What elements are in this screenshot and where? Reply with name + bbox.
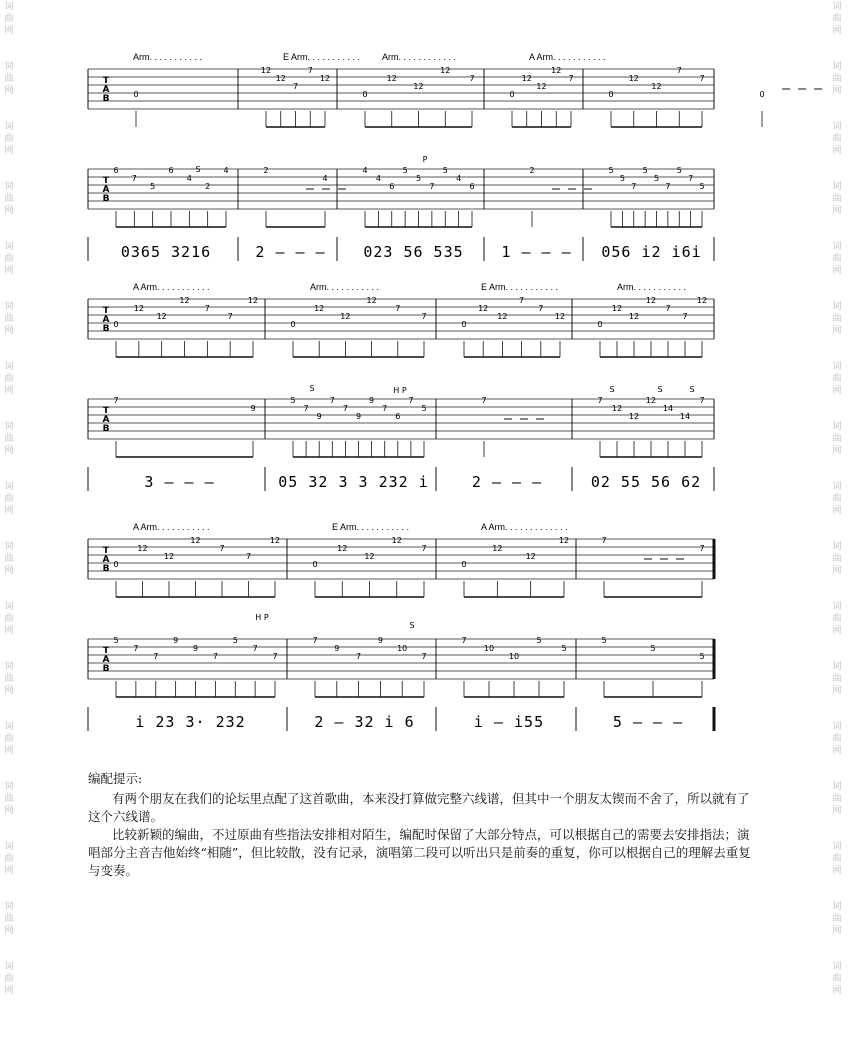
watermark-char: 网 [832, 146, 842, 156]
watermark-char: 曲 [4, 974, 14, 984]
technique-mark: H P [255, 613, 269, 622]
fret-number: 6 [168, 166, 174, 175]
chord-label: Arm. . . . . . . . . . . [617, 282, 687, 292]
fret-number: 9 [377, 636, 383, 645]
watermark-char: 曲 [832, 374, 842, 384]
fret-number: 12 [340, 312, 351, 321]
fret-number: 5 [650, 644, 656, 653]
watermark-char: 曲 [832, 194, 842, 204]
watermark-char: 网 [832, 266, 842, 276]
technique-mark: H P [393, 386, 407, 395]
watermark-char: 词 [832, 122, 842, 132]
fret-number: 5 [150, 182, 156, 191]
fret-number: 12 [497, 312, 508, 321]
watermark-char: 词 [832, 362, 842, 372]
fret-number: 7 [113, 396, 119, 405]
watermark-char: 网 [4, 446, 14, 456]
watermark-char: 网 [832, 926, 842, 936]
fret-number: 7 [481, 396, 487, 405]
chord-label: Arm. . . . . . . . . . . . [382, 52, 457, 62]
fret-number: 12 [260, 66, 272, 75]
watermark-char: 词 [832, 302, 842, 312]
fret-number: 7 [601, 536, 607, 545]
watermark-char: 网 [832, 26, 842, 36]
fret-number: 0 [133, 90, 139, 99]
fret-number: 7 [421, 544, 427, 553]
tab-clef-letter: A [102, 655, 110, 665]
watermark-char: 曲 [832, 254, 842, 264]
fret-number: 7 [568, 74, 574, 83]
jianpu-measure: 02 55 56 62 [590, 473, 702, 491]
technique-mark: S [309, 384, 315, 393]
fret-number: 5 [699, 182, 705, 191]
fret-number: 12 [133, 304, 144, 313]
technique-mark: S [609, 385, 615, 394]
watermark-char: 曲 [4, 434, 14, 444]
watermark-char: 曲 [4, 254, 14, 264]
fret-number: 7 [597, 396, 603, 405]
fret-number: 7 [212, 652, 218, 661]
watermark-char: 词 [832, 482, 842, 492]
watermark-char: 网 [4, 746, 14, 756]
fret-number: 12 [645, 296, 657, 305]
watermark-char: 曲 [4, 914, 14, 924]
watermark-char: 曲 [4, 794, 14, 804]
watermark-char: 网 [4, 326, 14, 336]
fret-number: 4 [375, 174, 381, 183]
fret-number: 7 [382, 404, 388, 413]
chord-label: Arm. . . . . . . . . . . [133, 52, 203, 62]
fret-number: 7 [631, 182, 637, 191]
fret-number: 12 [628, 312, 640, 321]
fret-number: 0 [113, 560, 119, 569]
tab-clef-letter: A [102, 315, 110, 325]
technique-mark: S [657, 385, 663, 394]
tab-clef-letter: A [102, 415, 110, 425]
fret-number: 6 [389, 182, 395, 191]
watermark-char: 曲 [4, 134, 14, 144]
fret-number: 4 [362, 166, 368, 175]
fret-number: 10 [508, 652, 520, 661]
watermark-char: 网 [4, 806, 14, 816]
chord-label: E Arm. . . . . . . . . . . [283, 52, 361, 62]
fret-number: 7 [699, 544, 705, 553]
watermark-char: 曲 [832, 494, 842, 504]
watermark-char: 网 [832, 626, 842, 636]
jianpu-measure: 056 i2 i6i [601, 243, 702, 261]
fret-number: 12 [536, 82, 547, 91]
fret-number: 12 [314, 304, 325, 313]
watermark-char: 网 [832, 386, 842, 396]
watermark-char: 词 [4, 362, 14, 372]
watermark-char: 词 [4, 842, 14, 852]
fret-number: 9 [192, 644, 199, 653]
watermark-char: 词 [832, 962, 842, 972]
fret-number: 5 [561, 644, 567, 653]
fret-number: 12 [391, 536, 402, 545]
fret-number: 5 [536, 636, 542, 645]
fret-number: 5 [699, 652, 705, 661]
fret-number: 5 [619, 174, 625, 183]
watermark-char: 曲 [832, 614, 842, 624]
watermark-char: 网 [4, 206, 14, 216]
fret-number: 12 [651, 82, 662, 91]
fret-number: 5 [290, 396, 296, 405]
jianpu-measure: 2 – – – [255, 243, 326, 261]
fret-number: 7 [131, 174, 137, 183]
watermark-char: 词 [4, 542, 14, 552]
watermark-char: 曲 [832, 434, 842, 444]
watermark-char: 词 [832, 242, 842, 252]
jianpu-measure: 3 – – – [144, 473, 215, 491]
fret-number: 7 [133, 644, 139, 653]
fret-number: 5 [653, 174, 660, 183]
watermark-char: 网 [4, 146, 14, 156]
fret-number: 12 [319, 74, 331, 83]
fret-number: 12 [492, 544, 503, 553]
fret-number: 5 [676, 166, 682, 175]
fret-number: 5 [642, 166, 648, 175]
fret-number: 7 [682, 312, 688, 321]
watermark-char: 曲 [832, 794, 842, 804]
fret-number: 0 [290, 320, 296, 329]
watermark-char: 曲 [832, 974, 842, 984]
fret-number: 7 [699, 396, 705, 405]
watermark-char: 词 [832, 722, 842, 732]
fret-number: 6 [113, 166, 119, 175]
watermark-char: 曲 [4, 554, 14, 564]
watermark-char: 网 [4, 506, 14, 516]
notes-title: 编配提示: [88, 771, 143, 786]
fret-number: 6 [469, 182, 475, 191]
watermark-char: 网 [832, 746, 842, 756]
chord-label: A Arm. . . . . . . . . . . [133, 282, 210, 292]
fret-number: 5 [601, 636, 607, 645]
fret-number: 12 [163, 552, 175, 561]
watermark-char: 曲 [832, 674, 842, 684]
fret-number: 12 [554, 312, 566, 321]
fret-number: 9 [355, 412, 362, 421]
chord-label: A Arm. . . . . . . . . . . [529, 52, 606, 62]
fret-number: 0 [113, 320, 119, 329]
watermark-char: 词 [832, 422, 842, 432]
fret-number: 7 [408, 396, 414, 405]
fret-number: 7 [519, 296, 525, 305]
watermark-char: 词 [4, 482, 14, 492]
fret-number: 12 [269, 536, 281, 545]
fret-number: 12 [611, 404, 623, 413]
fret-number: 7 [307, 66, 313, 75]
fret-number: 7 [421, 312, 427, 321]
watermark-char: 词 [832, 782, 842, 792]
watermark-char: 词 [4, 302, 14, 312]
tab-clef-letter: T [102, 176, 110, 186]
fret-number: 9 [173, 636, 179, 645]
jianpu-measure: 1 – – – [501, 243, 572, 261]
fret-number: 7 [227, 312, 233, 321]
watermark-char: 词 [4, 2, 14, 12]
fret-number: 7 [245, 552, 252, 561]
watermark-char: 曲 [4, 14, 14, 24]
watermark-char: 曲 [832, 314, 842, 324]
watermark-char: 网 [832, 806, 842, 816]
jianpu-measure: 5 – – – [612, 713, 684, 731]
tab-clef-letter: A [102, 185, 110, 195]
watermark-char: 词 [4, 422, 14, 432]
watermark-char: 网 [4, 686, 14, 696]
arrangement-notes [88, 770, 758, 880]
watermark-char: 网 [832, 206, 842, 216]
fret-number: 0 [312, 560, 318, 569]
fret-number: 5 [442, 166, 448, 175]
watermark-char: 网 [4, 386, 14, 396]
watermark-char: 词 [832, 602, 842, 612]
notes-paragraph-2: 比较新颖的编曲，不过原曲有些指法安排相对陌生，编配时保留了大部分特点，可以根据自己的需要去安排指法；演唱部分主音吉他始终“相随”，但比较散，没有记录，演唱第二段可以听出只是前奏的重复，你可以根据自己的理解去重复与变奏。 [88, 827, 751, 878]
fret-number: 4 [456, 174, 462, 183]
chord-label: E Arm. . . . . . . . . . . [332, 522, 410, 532]
fret-number: 12 [386, 74, 397, 83]
fret-number: 2 [263, 166, 269, 175]
fret-number: 5 [402, 166, 408, 175]
watermark-char: 曲 [832, 914, 842, 924]
chord-label: A Arm. . . . . . . . . . . . . [481, 522, 568, 532]
fret-number: 5 [415, 174, 422, 183]
technique-mark: P [422, 155, 428, 164]
fret-number: 12 [275, 74, 286, 83]
watermark-char: 曲 [832, 734, 842, 744]
tab-clef-letter: T [102, 76, 110, 86]
fret-number: 7 [665, 182, 671, 191]
fret-number: 6 [395, 412, 401, 421]
fret-number: 7 [469, 74, 475, 83]
jianpu-measure: i – i55 [473, 713, 545, 731]
fret-number: 12 [413, 82, 424, 91]
fret-number: 12 [366, 296, 377, 305]
watermark-char: 曲 [832, 554, 842, 564]
fret-number: 10 [397, 644, 408, 653]
fret-number: 5 [113, 636, 119, 645]
fret-number: 7 [356, 652, 362, 661]
jianpu-measure: 023 56 535 [363, 243, 464, 261]
tab-clef-letter: B [102, 94, 110, 104]
watermark-char: 网 [832, 866, 842, 876]
watermark-char: 曲 [4, 614, 14, 624]
fret-number: 0 [362, 90, 368, 99]
fret-number: 9 [250, 404, 256, 413]
jianpu-measure: 2 – 32 i 6 [314, 713, 415, 731]
fret-number: 7 [538, 304, 544, 313]
tab-clef-letter: T [102, 546, 110, 556]
notes-paragraph-1: 有两个朋友在我们的论坛里点配了这首歌曲，本来没打算做完整六线谱，但其中一个朋友太锲而不舍了，所以就有了这个六线谱。 [88, 791, 750, 824]
tab-clef-letter: T [102, 646, 110, 656]
watermark-char: 曲 [4, 854, 14, 864]
watermark-char: 词 [4, 242, 14, 252]
fret-number: 4 [223, 166, 229, 175]
watermark-char: 网 [4, 566, 14, 576]
tab-clef-letter: T [102, 306, 110, 316]
fret-number: 7 [204, 304, 210, 313]
watermark-char: 词 [4, 722, 14, 732]
fret-number: 0 [759, 90, 765, 99]
jianpu-measure: 0365 3216 [120, 243, 212, 261]
watermark-char: 曲 [4, 494, 14, 504]
watermark-char: 词 [832, 662, 842, 672]
tab-clef-letter: A [102, 555, 110, 565]
chord-label: A Arm. . . . . . . . . . . [133, 522, 210, 532]
watermark-char: 曲 [832, 14, 842, 24]
fret-number: 14 [679, 412, 691, 421]
technique-mark: S [689, 385, 695, 394]
fret-number: 12 [179, 296, 190, 305]
chord-label: Arm. . . . . . . . . . . [310, 282, 380, 292]
fret-number: 12 [611, 304, 623, 313]
tab-clef-letter: T [102, 406, 110, 416]
watermark-char: 曲 [832, 74, 842, 84]
fret-number: 0 [509, 90, 515, 99]
fret-number: 7 [395, 304, 401, 313]
fret-number: 7 [688, 174, 694, 183]
watermark-char: 网 [832, 506, 842, 516]
watermark-char: 曲 [4, 674, 14, 684]
watermark-char: 曲 [4, 74, 14, 84]
watermark-char: 网 [4, 626, 14, 636]
fret-number: 7 [665, 304, 671, 313]
tab-clef-letter: B [102, 664, 110, 674]
tab-clef-letter: B [102, 564, 110, 574]
fret-number: 7 [429, 182, 435, 191]
fret-number: 7 [342, 404, 348, 413]
watermark-char: 词 [4, 62, 14, 72]
fret-number: 7 [303, 404, 309, 413]
fret-number: 12 [628, 74, 639, 83]
fret-number: 2 [529, 166, 535, 175]
watermark-char: 曲 [4, 374, 14, 384]
fret-number: 0 [608, 90, 614, 99]
fret-number: 7 [312, 636, 318, 645]
fret-number: 9 [316, 412, 322, 421]
fret-number: 12 [137, 544, 148, 553]
fret-number: 7 [252, 644, 258, 653]
watermark-char: 词 [4, 962, 14, 972]
watermark-char: 曲 [832, 854, 842, 864]
fret-number: 12 [521, 74, 532, 83]
fret-number: 5 [421, 404, 427, 413]
watermark-char: 词 [832, 2, 842, 12]
tab-clef-letter: B [102, 324, 110, 334]
watermark-char: 网 [4, 26, 14, 36]
tab-clef-letter: B [102, 194, 110, 204]
watermark-char: 词 [832, 902, 842, 912]
watermark-char: 网 [4, 926, 14, 936]
fret-number: 0 [461, 560, 467, 569]
jianpu-measure: 2 – – – [471, 473, 543, 491]
fret-number: 7 [219, 544, 225, 553]
fret-number: 7 [292, 82, 299, 91]
fret-number: 0 [597, 320, 603, 329]
watermark-char: 词 [832, 842, 842, 852]
fret-number: 12 [190, 536, 201, 545]
watermark-char: 网 [832, 326, 842, 336]
watermark-char: 词 [832, 62, 842, 72]
fret-number: 12 [645, 396, 657, 405]
watermark-char: 网 [4, 86, 14, 96]
watermark-char: 曲 [4, 194, 14, 204]
fret-number: 5 [608, 166, 614, 175]
watermark-char: 网 [832, 86, 842, 96]
fret-number: 7 [699, 74, 705, 83]
watermark-char: 网 [4, 986, 14, 996]
fret-number: 12 [558, 536, 570, 545]
watermark-char: 词 [4, 662, 14, 672]
watermark-char: 曲 [4, 314, 14, 324]
watermark-char: 网 [832, 686, 842, 696]
fret-number: 14 [662, 404, 674, 413]
fret-number: 12 [156, 312, 167, 321]
watermark-char: 词 [4, 782, 14, 792]
fret-number: 7 [676, 66, 682, 75]
fret-number: 12 [551, 66, 562, 75]
tab-clef-letter: B [102, 424, 110, 434]
fret-number: 12 [478, 304, 489, 313]
watermark-char: 词 [4, 122, 14, 132]
fret-number: 12 [440, 66, 451, 75]
watermark-char: 词 [4, 902, 14, 912]
fret-number: 4 [322, 174, 328, 183]
technique-mark: S [195, 165, 201, 174]
fret-number: 5 [232, 636, 238, 645]
watermark-char: 网 [4, 866, 14, 876]
watermark-char: 网 [4, 266, 14, 276]
watermark-char: 曲 [4, 734, 14, 744]
watermark-char: 网 [832, 446, 842, 456]
fret-number: 7 [329, 396, 335, 405]
watermark-char: 曲 [832, 134, 842, 144]
chord-label: E Arm. . . . . . . . . . . [481, 282, 559, 292]
watermark-char: 词 [832, 542, 842, 552]
fret-number: 12 [247, 296, 259, 305]
fret-number: 12 [337, 544, 348, 553]
jianpu-measure: 05 32 3 3 232 i [278, 473, 429, 491]
fret-number: 7 [421, 652, 427, 661]
fret-number: 4 [186, 174, 192, 183]
technique-mark: S [409, 621, 415, 630]
fret-number: 12 [525, 552, 536, 561]
jianpu-measure: i 23 3· 232 [135, 713, 246, 731]
fret-number: 9 [369, 396, 375, 405]
fret-number: 12 [364, 552, 375, 561]
watermark-char: 词 [4, 182, 14, 192]
fret-number: 7 [153, 652, 159, 661]
watermark-char: 网 [832, 986, 842, 996]
fret-number: 12 [628, 412, 640, 421]
fret-number: 0 [461, 320, 467, 329]
tab-clef-letter: A [102, 85, 110, 95]
watermark-char: 词 [832, 182, 842, 192]
fret-number: 10 [483, 644, 495, 653]
watermark-char: 网 [832, 566, 842, 576]
fret-number: 7 [461, 636, 467, 645]
watermark-char: 词 [4, 602, 14, 612]
fret-number: 9 [334, 644, 340, 653]
fret-number: 2 [205, 182, 211, 191]
fret-number: 12 [696, 296, 708, 305]
fret-number: 7 [272, 652, 278, 661]
